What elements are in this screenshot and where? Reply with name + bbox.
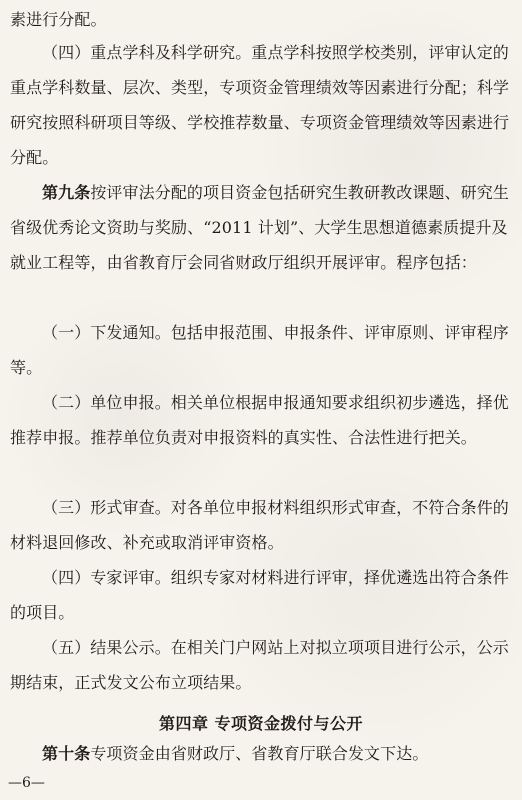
chapter-4-title: 第四章 专项资金拨付与公开 [158, 714, 364, 733]
article-10-text: 专项资金由省财政厅、省教育厅联合发文下达。 [90, 744, 429, 763]
research-allocation-text: （四）重点学科及科学研究。重点学科按照学校类别，评审认定的重点学科数量、层次、类型，专项资金管理绩效等因素进行分配；科学研究按照科研项目等级、学校推荐数量、专项资金管理绩效等因素进行分配。 [10, 43, 510, 167]
step-2-text: （二）单位申报。相关单位根据申报通知要求组织初步遴选，择优推荐申报。推荐单位负责对申报资料的真实性、合法性进行把关。 [10, 393, 509, 447]
top-line-text: 素进行分配。 [10, 10, 107, 29]
research-allocation-paragraph [10, 35, 513, 175]
step-5-paragraph [10, 630, 513, 700]
step-4-text: （四）专家评审。组织专家对材料进行评审，择优遴选出符合条件的项目。 [10, 568, 509, 622]
step-1-text: （一）下发通知。包括申报范围、申报条件、评审原则、评审程序等。 [10, 323, 509, 377]
page-number [8, 775, 45, 791]
step-5-text: （五）结果公示。在相关门户网站上对拟立项项目进行公示，公示期结束，正式发文公布立项结果。 [10, 638, 509, 692]
article-10-paragraph [10, 736, 513, 771]
page-number-text: —6— [8, 775, 45, 791]
article-9-label: 第九条 [42, 183, 91, 202]
article-10-label: 第十条 [42, 744, 91, 763]
step-3-text: （三）形式审查。对各单位申报材料组织形式审查，不符合条件的材料退回修改、补充或取消评审资格。 [10, 498, 509, 552]
chapter-4-heading [0, 712, 522, 736]
article-9-text: 按评审法分配的项目资金包括研究生教研教改课题、研究生省级优秀论文资助与奖励、“2011 计划”、大学生思想道德素质提升及就业工程等，由省教育厅会同省财政厅组织开展评审。程序包括： [10, 183, 509, 272]
continued-paragraph-line [10, 2, 513, 37]
step-1-paragraph [10, 315, 513, 385]
article-9-paragraph [10, 175, 513, 280]
step-3-paragraph [10, 490, 513, 560]
step-4-paragraph [10, 560, 513, 630]
step-2-paragraph [10, 385, 513, 455]
